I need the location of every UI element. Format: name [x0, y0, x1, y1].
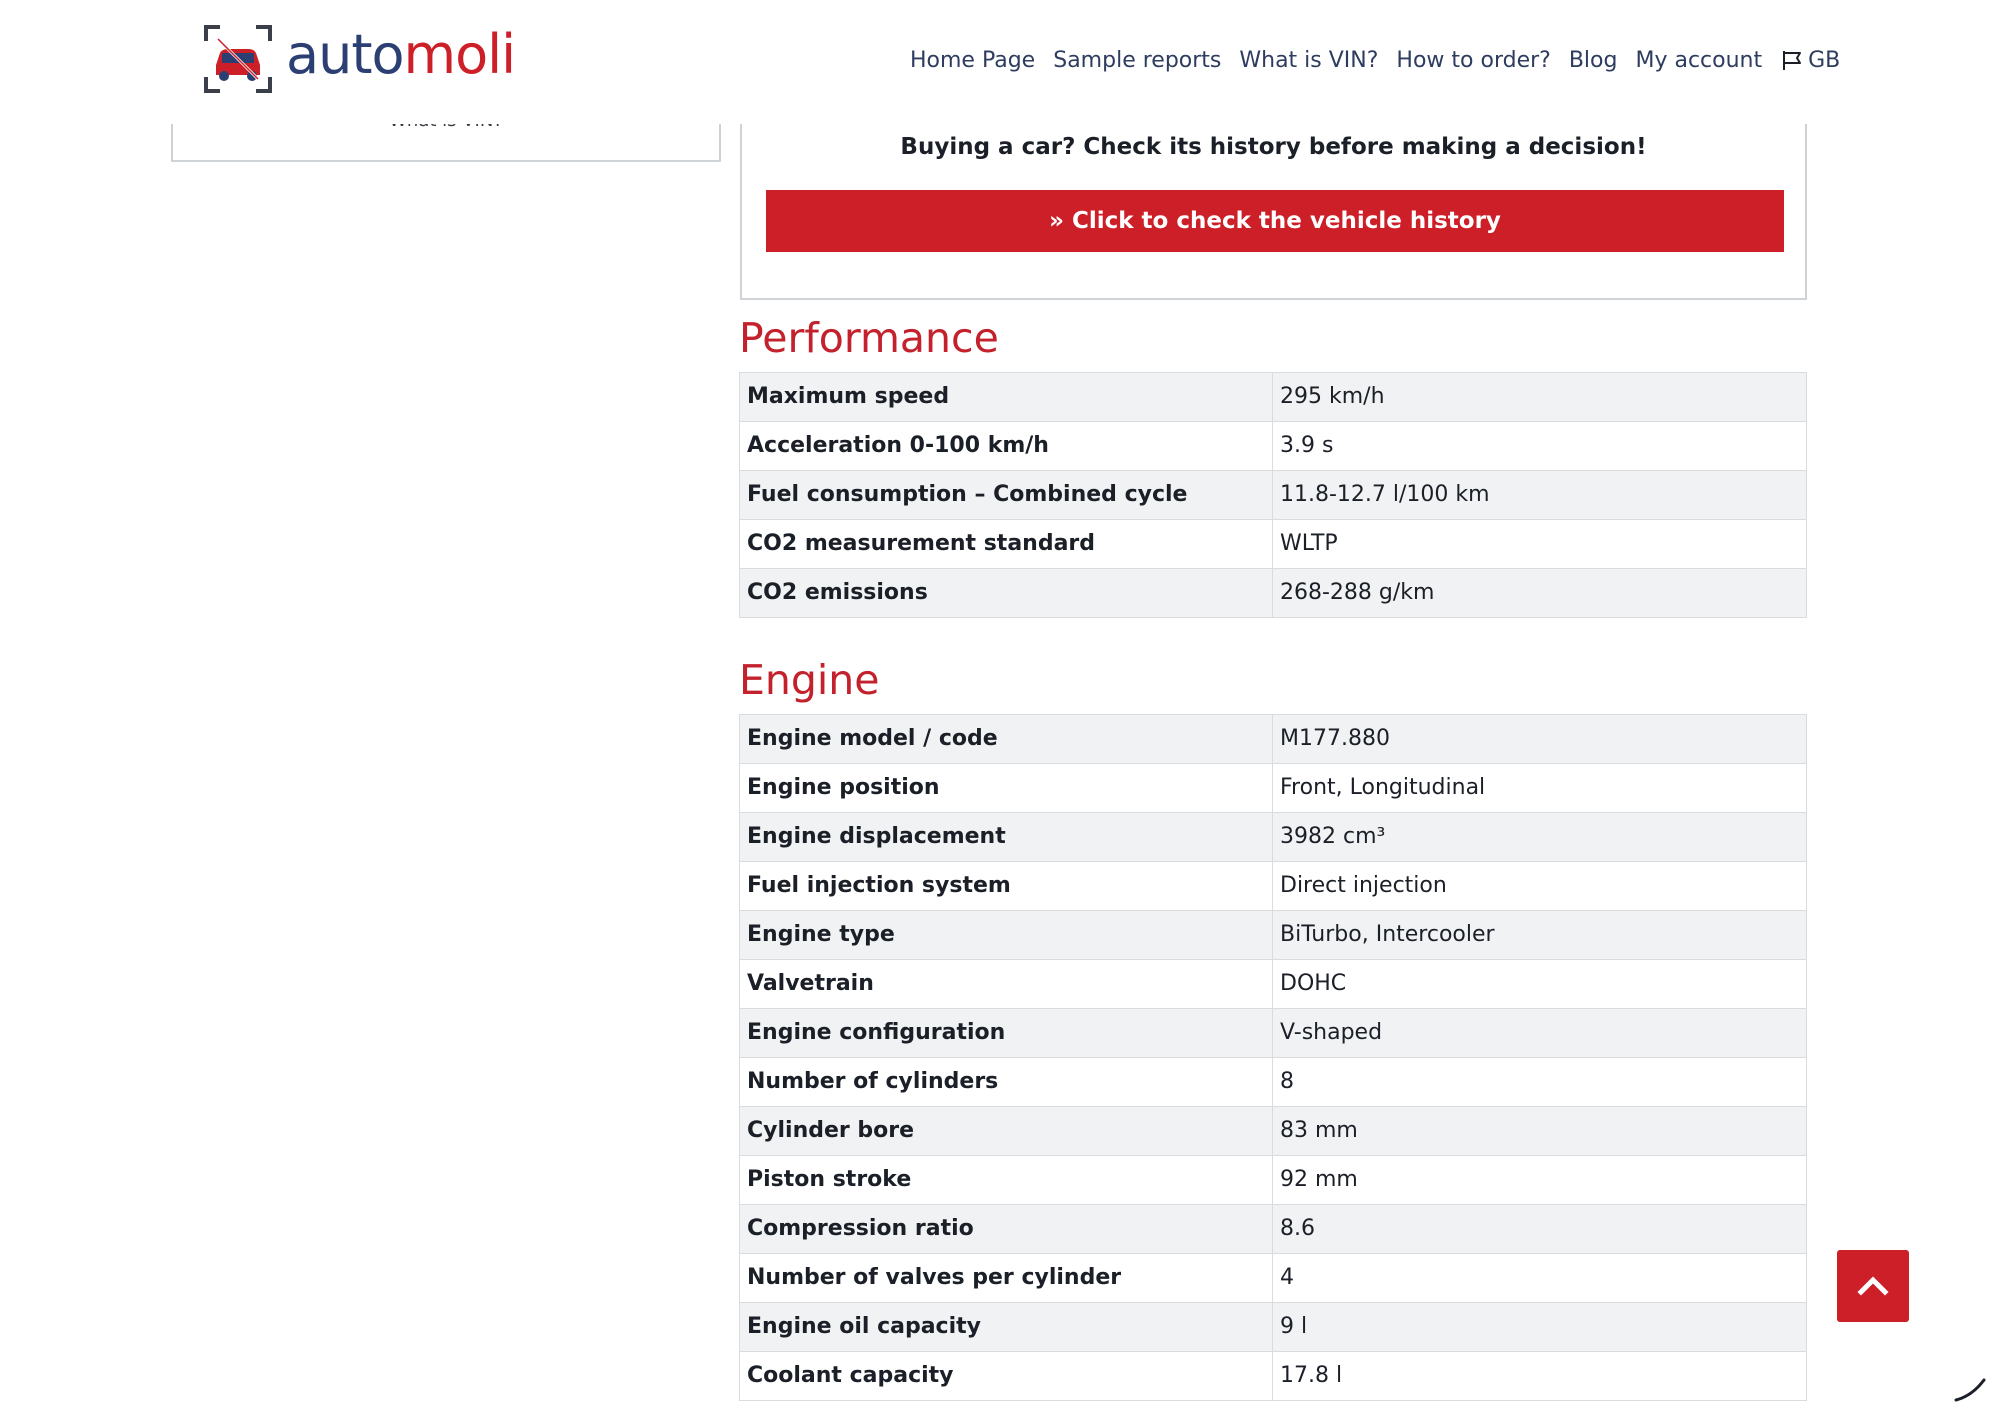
spec-label: Acceleration 0-100 km/h	[740, 422, 1273, 471]
scroll-to-top-button[interactable]	[1837, 1250, 1909, 1322]
spec-label: CO2 measurement standard	[740, 520, 1273, 569]
nav-home-page[interactable]: Home Page	[910, 47, 1036, 73]
spec-value: 8.6	[1273, 1205, 1807, 1254]
table-row	[740, 862, 1807, 911]
spec-value: Front, Longitudinal	[1273, 764, 1807, 813]
car-logo-icon	[204, 25, 272, 93]
spec-value: BiTurbo, Intercooler	[1273, 911, 1807, 960]
spec-label: Number of cylinders	[740, 1058, 1273, 1107]
table-row	[740, 1205, 1807, 1254]
nav-what-is-vin[interactable]: What is VIN?	[1239, 47, 1379, 73]
chevron-up-icon	[1855, 1268, 1891, 1304]
spec-value: DOHC	[1273, 960, 1807, 1009]
main-nav	[910, 42, 1840, 78]
spec-label: Fuel consumption – Combined cycle	[740, 471, 1273, 520]
spec-value: 3982 cm³	[1273, 813, 1807, 862]
spec-value: Direct injection	[1273, 862, 1807, 911]
table-row	[740, 1303, 1807, 1352]
flag-icon	[1780, 48, 1804, 72]
spec-value: 11.8-12.7 l/100 km	[1273, 471, 1807, 520]
language-code: GB	[1808, 47, 1841, 73]
spec-value: 9 l	[1273, 1303, 1807, 1352]
table-row	[740, 520, 1807, 569]
spec-value: 268-288 g/km	[1273, 569, 1807, 618]
table-row	[740, 764, 1807, 813]
spec-value: 4	[1273, 1254, 1807, 1303]
spec-value: 3.9 s	[1273, 422, 1807, 471]
spec-label: Compression ratio	[740, 1205, 1273, 1254]
table-row	[740, 1009, 1807, 1058]
spec-label: Cylinder bore	[740, 1107, 1273, 1156]
spec-label: Piston stroke	[740, 1156, 1273, 1205]
spec-label: Engine type	[740, 911, 1273, 960]
nav-blog[interactable]: Blog	[1568, 47, 1618, 73]
engine-title: Engine	[739, 656, 880, 704]
nav-how-to-order[interactable]: How to order?	[1396, 47, 1551, 73]
table-row	[740, 1352, 1807, 1401]
spec-value: 92 mm	[1273, 1156, 1807, 1205]
spec-value: 295 km/h	[1273, 373, 1807, 422]
language-selector[interactable]	[1780, 48, 1840, 73]
table-row	[740, 1107, 1807, 1156]
vehicle-history-cta	[740, 110, 1807, 300]
spec-label: Engine model / code	[740, 715, 1273, 764]
spec-value: 8	[1273, 1058, 1807, 1107]
performance-title: Performance	[739, 314, 999, 362]
spec-label: Engine oil capacity	[740, 1303, 1273, 1352]
spec-label: CO2 emissions	[740, 569, 1273, 618]
logo[interactable]	[204, 24, 515, 94]
table-row	[740, 373, 1807, 422]
performance-table	[739, 372, 1807, 618]
spec-label: Valvetrain	[740, 960, 1273, 1009]
table-row	[740, 569, 1807, 618]
engine-table	[739, 714, 1807, 1401]
table-row	[740, 471, 1807, 520]
logo-text	[286, 23, 516, 86]
nav-my-account[interactable]: My account	[1635, 47, 1763, 73]
table-row	[740, 960, 1807, 1009]
spec-label: Maximum speed	[740, 373, 1273, 422]
logo-text-moli: moli	[403, 23, 516, 86]
site-header	[0, 0, 1995, 124]
spec-label: Fuel injection system	[740, 862, 1273, 911]
spec-value: 83 mm	[1273, 1107, 1807, 1156]
spec-label: Coolant capacity	[740, 1352, 1273, 1401]
table-row	[740, 911, 1807, 960]
spec-value: M177.880	[1273, 715, 1807, 764]
table-row	[740, 1058, 1807, 1107]
table-row	[740, 1254, 1807, 1303]
cta-text: Buying a car? Check its history before making a decision!	[900, 134, 1647, 160]
check-vehicle-history-button[interactable]: » Click to check the vehicle history	[766, 190, 1784, 252]
table-row	[740, 1156, 1807, 1205]
spec-label: Engine configuration	[740, 1009, 1273, 1058]
table-row	[740, 813, 1807, 862]
loading-spinner-icon	[1950, 1366, 1990, 1406]
logo-text-auto: auto	[286, 23, 404, 86]
spec-label: Engine position	[740, 764, 1273, 813]
spec-value: V-shaped	[1273, 1009, 1807, 1058]
spec-value: WLTP	[1273, 520, 1807, 569]
table-row	[740, 422, 1807, 471]
spec-label: Engine displacement	[740, 813, 1273, 862]
nav-sample-reports[interactable]: Sample reports	[1053, 47, 1222, 73]
table-row	[740, 715, 1807, 764]
spec-label: Number of valves per cylinder	[740, 1254, 1273, 1303]
spec-value: 17.8 l	[1273, 1352, 1807, 1401]
